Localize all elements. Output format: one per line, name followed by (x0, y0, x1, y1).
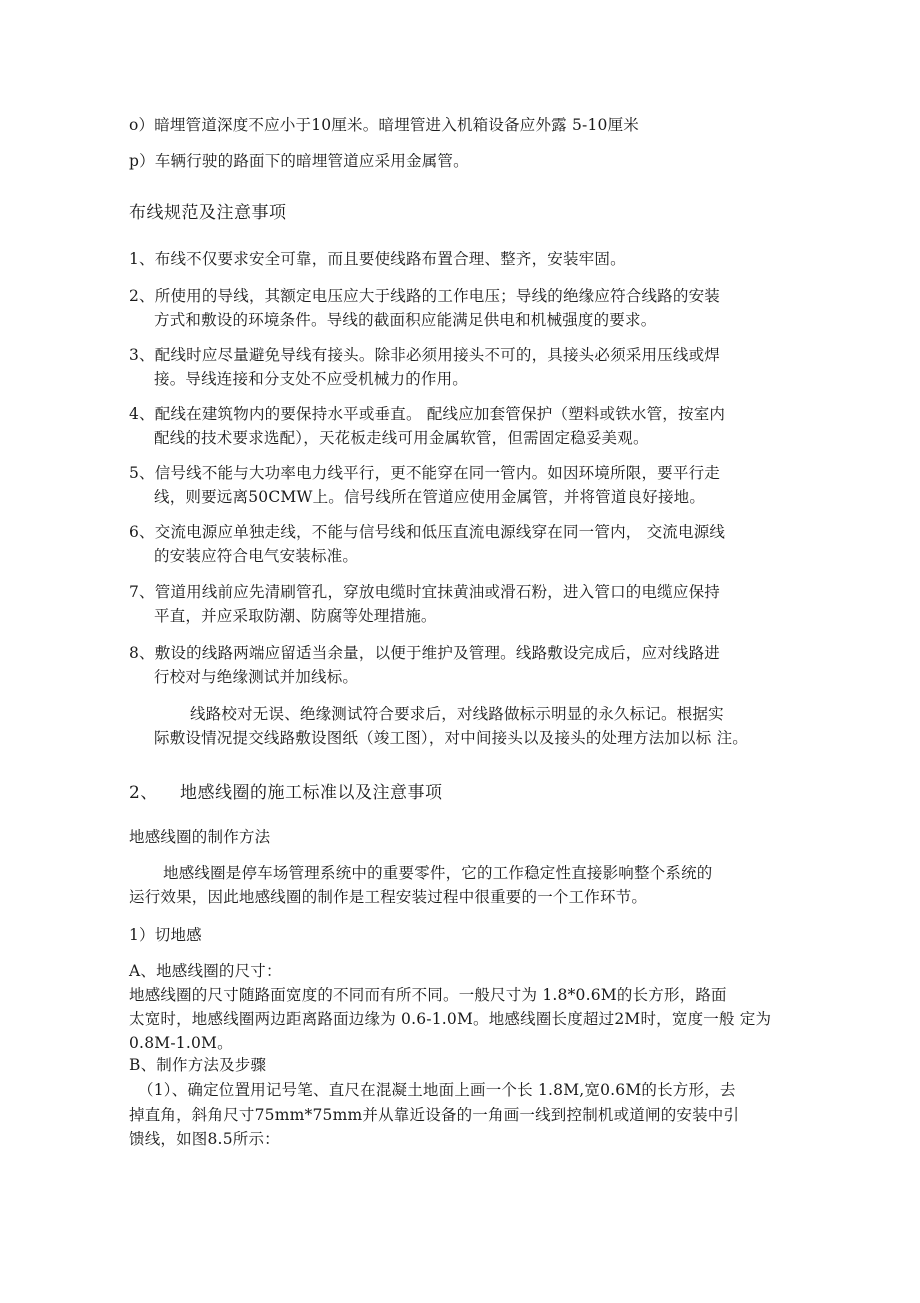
wiring-item-7-line-1: 7、管道用线前应先清刷管孔，穿放电缆时宜抹黄油或滑石粉，进入管口的电缆应保持 (129, 583, 720, 601)
wiring-note-line-2: 际敷设情况提交线路敷设图纸（竣工图），对中间接头以及接头的处理方法加以标 注。 (154, 729, 748, 747)
wiring-item-7-line-2: 平直，并应采取防潮、防腐等处理措施。 (154, 607, 437, 625)
pipe-item-o: o）暗埋管道深度不应小于10厘米。暗埋管进入机箱设备应外露 5-10厘米 (129, 116, 640, 134)
loop-intro-line-1: 地感线圈是停车场管理系统中的重要零件，它的工作稳定性直接影响整个系统的 (163, 864, 713, 882)
wiring-item-8-line-1: 8、敷设的线路两端应留适当余量，以便于维护及管理。线路敷设完成后，应对线路进 (129, 644, 720, 662)
pipe-item-p: p）车辆行驶的路面下的暗埋管道应采用金属管。 (129, 152, 469, 170)
size-line-3: 0.8M-1.0M。 (129, 1034, 233, 1052)
size-line-2: 太宽时，地感线圈两边距离路面边缘为 0.6-1.0M。地感线圈长度超过2M时，宽度一般 定为 (129, 1010, 772, 1028)
method-line-2: 掉直角，斜角尺寸75mm*75mm并从靠近设备的一角画一线到控制机或道闸的安装中引 (129, 1106, 740, 1124)
loop-section-title: 地感线圈的施工标准以及注意事项 (180, 783, 443, 803)
wiring-item-5-line-1: 5、信号线不能与大功率电力线平行，更不能穿在同一管内。如因环境所限，要平行走 (129, 464, 720, 482)
loop-step-1: 1）切地感 (129, 926, 202, 944)
size-line-1: 地感线圈的尺寸随路面宽度的不同而有所不同。一般尺寸为 1.8*0.6M的长方形，路面 (129, 986, 727, 1004)
method-line-1: （1）、确定位置用记号笔、直尺在混凝土地面上画一个长 1.8M,宽0.6M的长方形，去 (138, 1081, 736, 1099)
wiring-item-1: 1、布线不仅要求安全可靠，而且要使线路布置合理、整齐，安装牢固。 (129, 250, 626, 268)
method-line-3: 馈线，如图8.5所示： (129, 1130, 280, 1148)
wiring-section-title: 布线规范及注意事项 (129, 203, 287, 223)
wiring-item-6-line-2: 的安装应符合电气安装标准。 (154, 547, 359, 565)
method-heading: B、制作方法及步骤 (129, 1056, 267, 1074)
wiring-item-6-line-1: 6、交流电源应单独走线，不能与信号线和低压直流电源线穿在同一管内， 交流电源线 (129, 523, 726, 541)
wiring-note-line-1: 线路校对无误、绝缘测试符合要求后，对线路做标示明显的永久标记。根据实 (190, 705, 724, 723)
wiring-item-3-line-1: 3、配线时应尽量避免导线有接头。除非必须用接头不可的，具接头必须采用压线或焊 (129, 346, 720, 364)
wiring-item-2-line-1: 2、所使用的导线，其额定电压应大于线路的工作电压；导线的绝缘应符合线路的安装 (129, 287, 720, 305)
loop-section-number: 2、 (129, 783, 158, 803)
wiring-item-4-line-2: 配线的技术要求选配），天花板走线可用金属软管，但需固定稳妥美观。 (154, 429, 649, 447)
loop-section-subtitle: 地感线圈的制作方法 (129, 828, 271, 846)
wiring-item-8-line-2: 行校对与绝缘测试并加线标。 (154, 668, 359, 686)
loop-intro-line-2: 运行效果，因此地感线圈的制作是工程安装过程中很重要的一个工作环节。 (129, 888, 648, 906)
wiring-item-3-line-2: 接。导线连接和分支处不应受机械力的作用。 (154, 370, 469, 388)
wiring-item-5-line-2: 线，则要远离50CMW上。信号线所在管道应使用金属管，并将管道良好接地。 (154, 488, 706, 506)
size-heading: A、地感线圈的尺寸： (129, 962, 282, 980)
wiring-item-2-line-2: 方式和敷设的环境条件。导线的截面积应能满足供电和机械强度的要求。 (154, 311, 657, 329)
wiring-item-4-line-1: 4、配线在建筑物内的要保持水平或垂直。 配线应加套管保护（塑料或铁水管，按室内 (129, 405, 726, 423)
